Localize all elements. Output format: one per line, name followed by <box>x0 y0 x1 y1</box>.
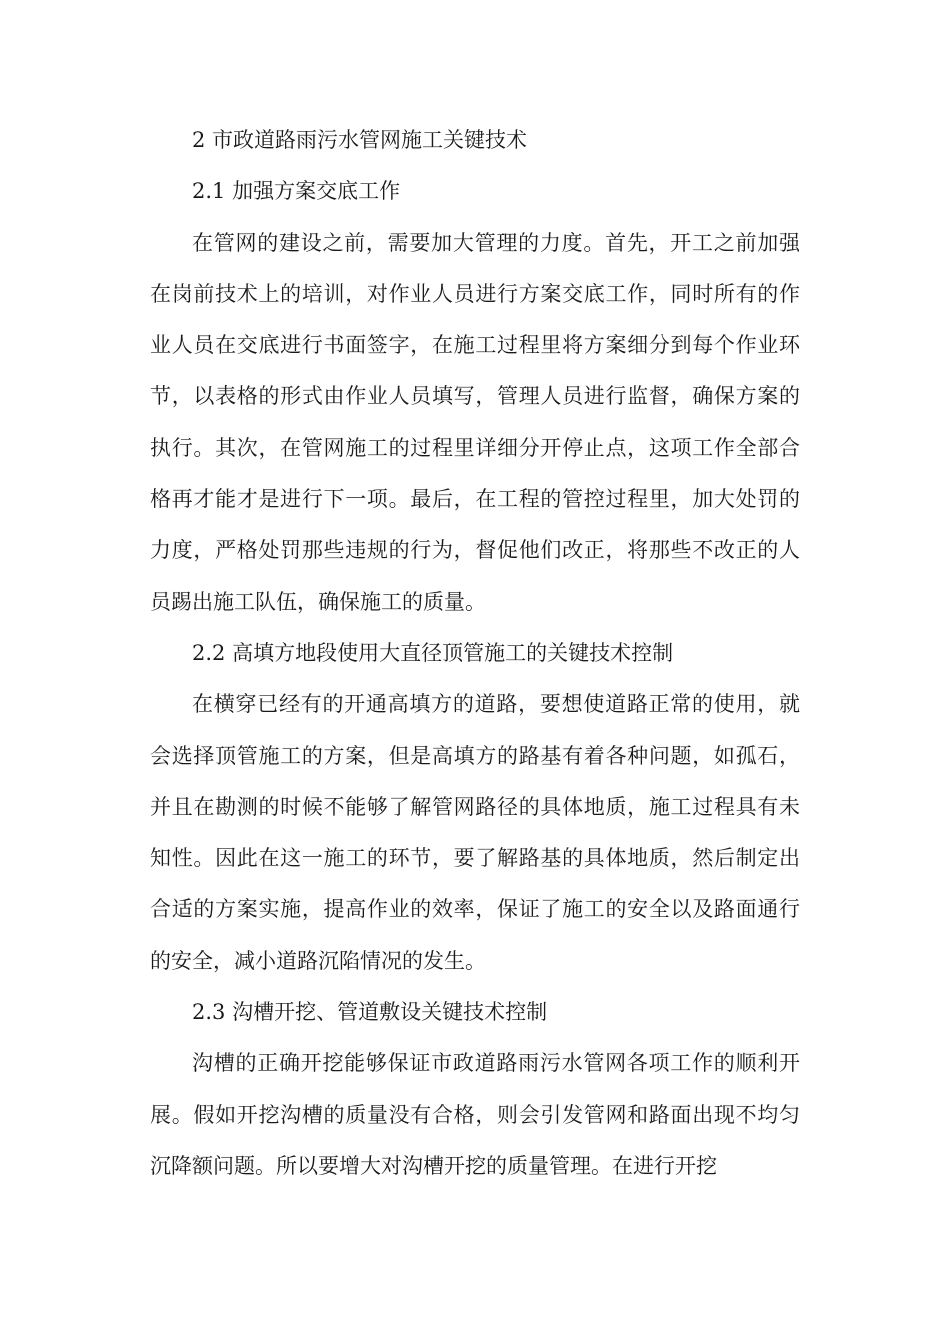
section-heading-2: 2 市政道路雨污水管网施工关键技术 <box>192 128 528 152</box>
document-body <box>150 115 800 1192</box>
subsection-heading-2-1: 2.1 加强方案交底工作 <box>192 179 401 204</box>
paragraph-2-3: 沟槽的正确开挖能够保证市政道路雨污水管网各项工作的顺利开展。假如开挖沟槽的质量没有合格，则会引发管网和路面出现不均匀沉降额问题。所以要增大对沟槽开挖的质量管理。在进行开挖 <box>150 1051 800 1178</box>
paragraph-2-1: 在管网的建设之前，需要加大管理的力度。首先，开工之前加强在岗前技术上的培训，对作业人员进行方案交底工作，同时所有的作业人员在交底进行书面签字，在施工过程里将方案细分到每个作业环节，以表格的形式由作业人员填写，管理人员进行监督，确保方案的执行。其次，在管网施工的过程里详细分开停止点，这项工作全部合格再才能才是进行下一项。最后，在工程的管控过程里，加大处罚的力度，严格处罚那些违规的行为，督促他们改正，将那些不改正的人员踢出施工队伍，确保施工的质量。 <box>150 230 800 614</box>
subsection-heading-2-3: 2.3 沟槽开挖、管道敷设关键技术控制 <box>192 1000 548 1025</box>
paragraph-2-2: 在横穿已经有的开通高填方的道路，要想使道路正常的使用，就会选择顶管施工的方案，但是高填方的路基有着各种问题，如孤石，并且在勘测的时候不能够了解管网路径的具体地质，施工过程具有未知性。因此在这一施工的环节，要了解路基的具体地质，然后制定出合适的方案实施，提高作业的效率，保证了施工的安全以及路面通行的安全，减小道路沉陷情况的发生。 <box>150 692 800 973</box>
subsection-heading-2-2: 2.2 高填方地段使用大直径顶管施工的关键技术控制 <box>192 640 674 665</box>
